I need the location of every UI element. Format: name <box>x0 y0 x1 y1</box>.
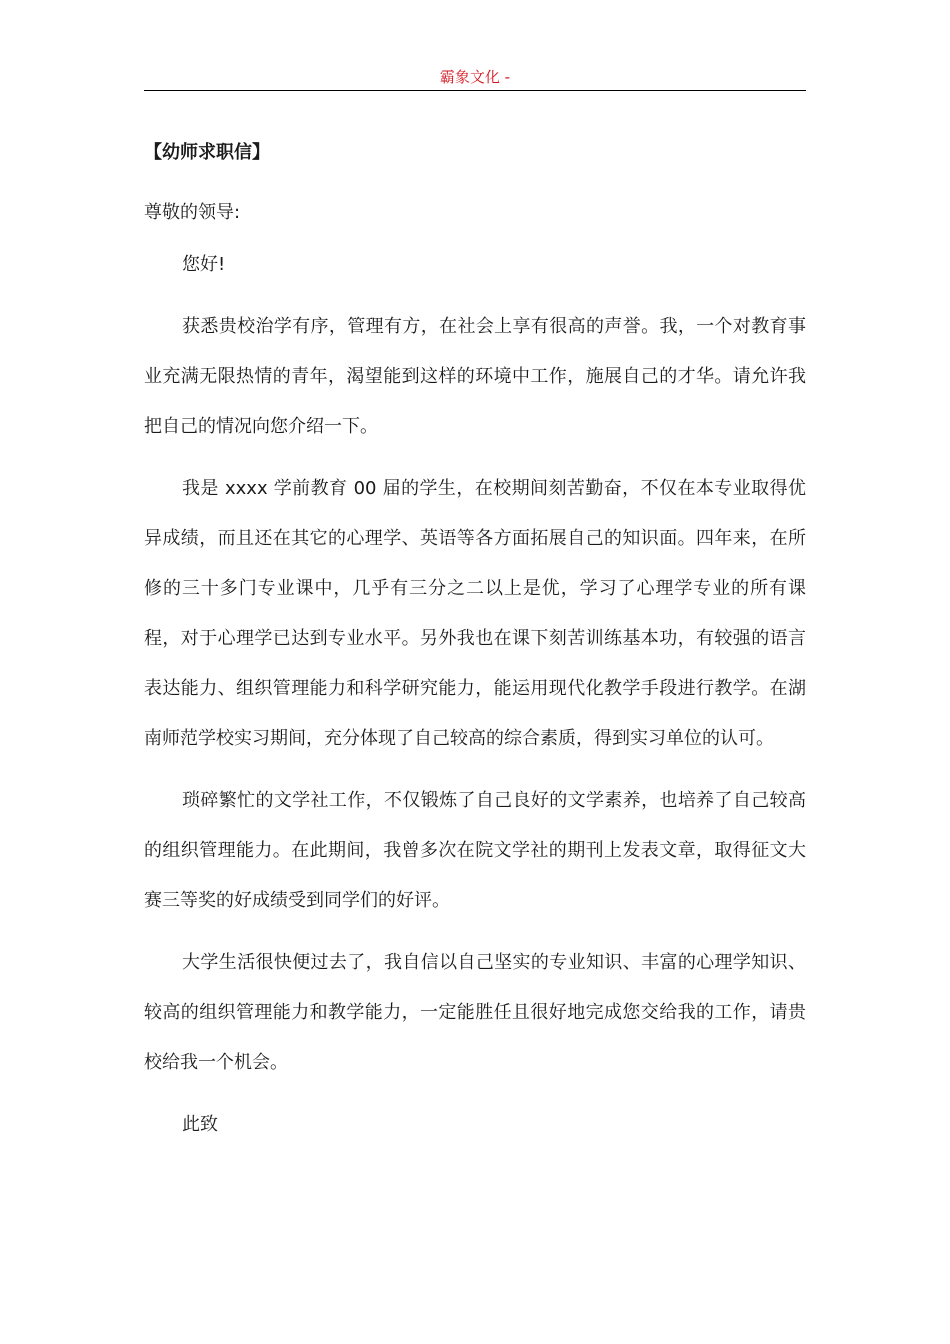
letter-greeting: 您好! <box>182 254 226 275</box>
letter-body <box>144 138 806 1150</box>
letter-paragraph-4: 大学生活很快便过去了，我自信以自己坚实的专业知识、丰富的心理学知识、较高的组织管理能力和教学能力，一定能胜任且很好地完成您交给我的工作，请贵校给我一个机会。 <box>144 952 806 1073</box>
letter-paragraph-2: 我是 xxxx 学前教育 00 届的学生，在校期间刻苦勤奋，不仅在本专业取得优异成绩，而且还在其它的心理学、英语等各方面拓展自己的知识面。四年来，在所修的三十多门专业课中，几乎有三分之二以上是优，学习了心理学专业的所有课程，对于心理学已达到专业水平。另外我也在课下刻苦训练基本功，有较强的语言表达能力、组织管理能力和科学研究能力，能运用现代化教学手段进行教学。在湖南师范学校实习期间，充分体现了自己较高的综合素质，得到实习单位的认可。 <box>144 478 806 749</box>
header-divider <box>144 90 806 91</box>
letter-salutation: 尊敬的领导: <box>144 202 241 223</box>
letter-closing: 此致 <box>182 1114 218 1135</box>
letter-paragraph-3: 琐碎繁忙的文学社工作，不仅锻炼了自己良好的文学素养，也培养了自己较高的组织管理能力。在此期间，我曾多次在院文学社的期刊上发表文章，取得征文大赛三等奖的好成绩受到同学们的好评。 <box>144 790 806 911</box>
letter-title: 【幼师求职信】 <box>144 142 270 163</box>
letter-paragraph-1: 获悉贵校治学有序，管理有方，在社会上享有很高的声誉。我，一个对教育事业充满无限热情的青年，渴望能到这样的环境中工作，施展自己的才华。请允许我把自己的情况向您介绍一下。 <box>144 316 806 437</box>
header-brand: 霸象文化 - <box>439 68 511 86</box>
